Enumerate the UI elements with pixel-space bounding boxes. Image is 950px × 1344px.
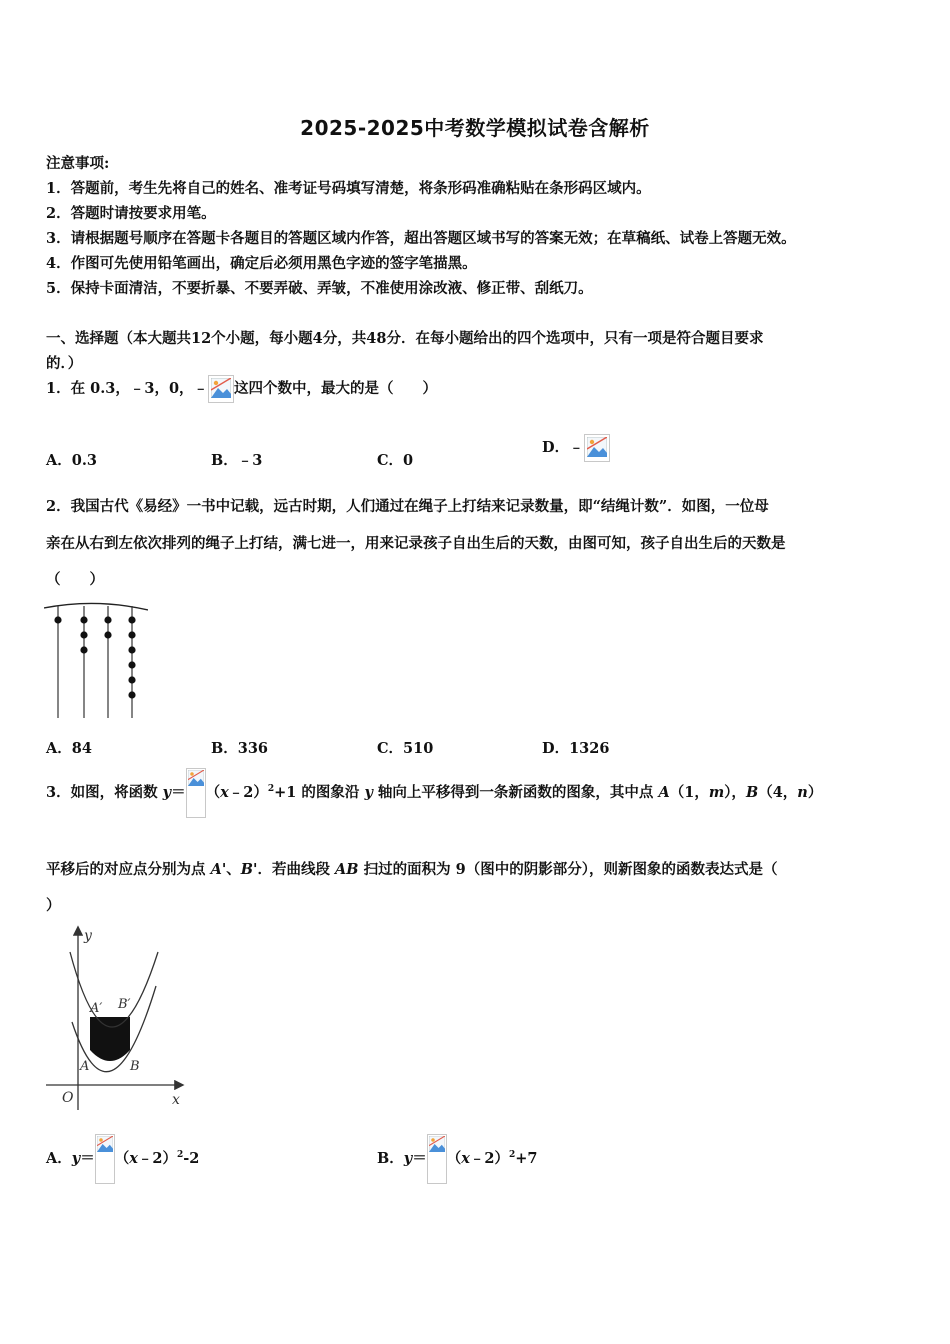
q3-text: （4，	[758, 784, 798, 801]
q3-var-y: y	[364, 784, 373, 801]
q1-option-a: A．0.3	[46, 452, 97, 469]
q3-text: ﹣2）	[228, 784, 268, 801]
q3-point-a: A	[658, 784, 670, 801]
point-b-prime-label: B′	[118, 997, 131, 1012]
knot	[104, 616, 111, 623]
question-3-line-1	[46, 768, 822, 818]
q3-text: 扫过的面积为 9（图中的阴影部分），则新图象的函数表达式是（	[358, 861, 778, 878]
parabola-figure	[44, 922, 186, 1112]
page-title: 2025-2025中考数学模拟试卷含解析	[300, 116, 650, 140]
knot	[128, 616, 135, 623]
q3-exponent: 2	[267, 784, 275, 795]
knot	[80, 631, 87, 638]
q3-segment-ab: AB	[335, 861, 359, 878]
section-heading-line-1: 一、选择题（本大题共12个小题，每小题4分，共48分．在每小题给出的四个选项中，只有一项是符合题目要求	[46, 330, 764, 347]
q2-option-b: B．336	[211, 740, 269, 757]
question-2-line-1: 2．我国古代《易经》一书中记载，远古时期，人们通过在绳子上打结来记录数量，即“结绳计数”．如图，一位母	[46, 498, 769, 515]
q3-text: ）	[807, 784, 823, 801]
q3-point-b-prime: B'	[240, 861, 258, 878]
q3-var-y: y	[162, 784, 172, 801]
q2-option-a: A．84	[46, 740, 92, 757]
knot	[104, 631, 111, 638]
broken-image-icon	[208, 375, 234, 403]
broken-image-icon	[584, 434, 610, 462]
question-2-line-3: （ ）	[46, 571, 104, 588]
q1-option-c: C．0	[377, 452, 414, 469]
q1-option-d	[542, 434, 610, 462]
knot	[128, 676, 135, 683]
q3-point-b: B	[745, 784, 759, 801]
x-axis-label: x	[172, 1092, 180, 1108]
question-1-suffix: 这四个数中，最大的是（ ）	[234, 380, 438, 397]
knot	[128, 631, 135, 638]
y-axis-label: y	[84, 928, 92, 944]
section-heading-line-2: 的．）	[46, 355, 83, 372]
knot	[80, 646, 87, 653]
knot	[128, 661, 135, 668]
question-2-line-2: 亲在从右到左依次排列的绳子上打结，满七进一，用来记录孩子自出生后的天数，由图可知，孩子自出生后的天数是	[46, 535, 786, 552]
knot-rope-figure	[44, 602, 148, 718]
q3-text: 3．如图，将函数	[46, 784, 163, 801]
question-1	[46, 375, 437, 403]
notice-item-5: 5．保持卡面清洁，不要折暴、不要弄破、弄皱，不准使用涂改液、修正带、刮纸刀。	[46, 280, 593, 297]
q3-text: （1，	[669, 784, 709, 801]
point-a-label: A	[80, 1059, 90, 1074]
point-b-label: B	[130, 1059, 140, 1074]
knot	[128, 646, 135, 653]
q3-var-x: x	[220, 784, 229, 801]
q3-text: 轴向上平移得到一条新函数的图象，其中点	[372, 784, 659, 801]
broken-image-icon	[95, 1134, 115, 1184]
notice-item-1: 1．答题前，考生先将自己的姓名、准考证号码填写清楚，将条形码准确粘贴在条形码区域内。	[46, 180, 651, 197]
question-1-prefix: 1．在 0.3，﹣3，0，﹣	[46, 380, 209, 397]
q3-text: （	[205, 784, 221, 801]
question-3-line-2	[46, 858, 777, 879]
q2-option-d: D．1326	[542, 740, 610, 757]
q3-point-a-prime: A'	[210, 861, 227, 878]
q3-text: +1 的图象沿	[274, 784, 365, 801]
q2-option-c: C．510	[377, 740, 434, 757]
q3-option-b: B．y＝ （x﹣2）$^2$+7	[377, 1134, 537, 1184]
q3-var-n: n	[797, 784, 808, 801]
q1-option-d-label: D．﹣	[542, 439, 584, 456]
q3-var-m: m	[708, 784, 725, 801]
q1-option-b: B．﹣3	[211, 452, 263, 469]
notice-heading: 注意事项:	[46, 155, 110, 172]
origin-label: O	[62, 1090, 74, 1106]
point-a-prime-label: A′	[90, 1001, 103, 1016]
notice-item-2: 2．答题时请按要求用笔。	[46, 205, 216, 222]
broken-image-icon	[427, 1134, 447, 1184]
q3-text: 平移后的对应点分别为点	[46, 861, 211, 878]
question-3-line-3: ）	[46, 897, 61, 914]
knot	[54, 616, 61, 623]
q3-text: 、	[226, 861, 241, 878]
notice-item-3: 3．请根据题号顺序在答题卡各题目的答题区域内作答，超出答题区域书写的答案无效；在草稿纸、试卷上答题无效。	[46, 230, 796, 247]
knot	[80, 616, 87, 623]
knot	[128, 691, 135, 698]
q3-eq: ＝	[171, 784, 186, 801]
q3-option-a: A．y＝ （x﹣2）$^2$-2	[46, 1134, 199, 1184]
q3-text: ．若曲线段	[257, 861, 336, 878]
notice-item-4: 4．作图可先使用铅笔画出，确定后必须用黑色字迹的签字笔描黑。	[46, 255, 477, 272]
q3-text: ），	[724, 784, 746, 801]
broken-image-icon	[186, 768, 206, 818]
